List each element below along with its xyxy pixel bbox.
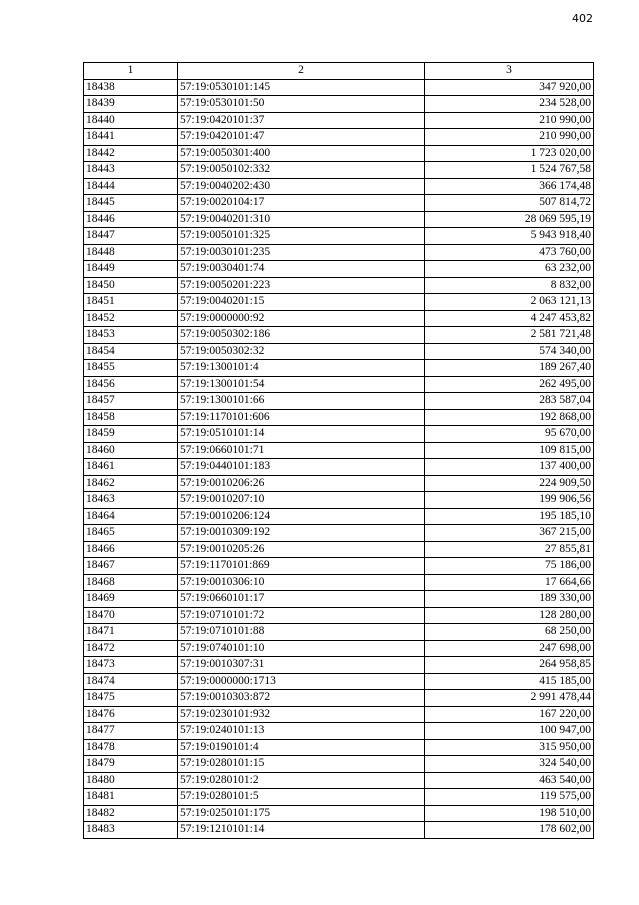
cadastral-value-cell: 100 947,00 [425, 723, 594, 740]
cadastral-value-cell: 17 664,66 [425, 574, 594, 591]
row-number-cell: 18449 [84, 261, 178, 278]
table-row [84, 607, 594, 624]
table-body [84, 79, 594, 838]
row-number-cell: 18450 [84, 277, 178, 294]
cadastral-number-cell: 57:19:0420101:37 [178, 112, 425, 129]
column-header-2: 2 [178, 63, 425, 80]
cadastral-value-cell: 2 063 121,13 [425, 294, 594, 311]
row-number-cell: 18443 [84, 162, 178, 179]
cadastral-value-cell: 1 723 020,00 [425, 145, 594, 162]
table-row [84, 294, 594, 311]
table-row [84, 195, 594, 212]
row-number-cell: 18442 [84, 145, 178, 162]
cadastral-number-cell: 57:19:0710101:88 [178, 624, 425, 641]
cadastral-number-cell: 57:19:1170101:869 [178, 558, 425, 575]
cadastral-number-cell: 57:19:0010303:872 [178, 690, 425, 707]
cadastral-number-cell: 57:19:1300101:66 [178, 393, 425, 410]
cadastral-value-cell: 463 540,00 [425, 772, 594, 789]
table-row [84, 640, 594, 657]
cadastral-number-cell: 57:19:0000000:92 [178, 310, 425, 327]
cadastral-number-cell: 57:19:0440101:183 [178, 459, 425, 476]
cadastral-number-cell: 57:19:0530101:145 [178, 79, 425, 96]
table-row [84, 178, 594, 195]
cadastral-number-cell: 57:19:0050201:223 [178, 277, 425, 294]
table-row [84, 772, 594, 789]
cadastral-number-cell: 57:19:0280101:15 [178, 756, 425, 773]
row-number-cell: 18480 [84, 772, 178, 789]
cadastral-number-cell: 57:19:0010307:31 [178, 657, 425, 674]
row-number-cell: 18482 [84, 805, 178, 822]
cadastral-number-cell: 57:19:0010205:26 [178, 541, 425, 558]
cadastral-value-cell: 473 760,00 [425, 244, 594, 261]
cadastral-number-cell: 57:19:0010309:192 [178, 525, 425, 542]
cadastral-number-cell: 57:19:0040201:15 [178, 294, 425, 311]
table-row [84, 162, 594, 179]
row-number-cell: 18447 [84, 228, 178, 245]
row-number-cell: 18452 [84, 310, 178, 327]
row-number-cell: 18477 [84, 723, 178, 740]
cadastral-value-cell: 8 832,00 [425, 277, 594, 294]
cadastral-number-cell: 57:19:0660101:71 [178, 442, 425, 459]
table-row [84, 624, 594, 641]
cadastral-value-cell: 367 215,00 [425, 525, 594, 542]
table-row [84, 244, 594, 261]
table-row [84, 723, 594, 740]
table-row [84, 492, 594, 509]
cadastral-value-cell: 75 186,00 [425, 558, 594, 575]
cadastral-value-cell: 5 943 918,40 [425, 228, 594, 245]
row-number-cell: 18458 [84, 409, 178, 426]
cadastral-number-cell: 57:19:0280101:5 [178, 789, 425, 806]
row-number-cell: 18461 [84, 459, 178, 476]
row-number-cell: 18457 [84, 393, 178, 410]
row-number-cell: 18448 [84, 244, 178, 261]
table-row [84, 508, 594, 525]
cadastral-value-cell: 234 528,00 [425, 96, 594, 113]
cadastral-value-cell: 27 855,81 [425, 541, 594, 558]
cadastral-value-cell: 189 267,40 [425, 360, 594, 377]
row-number-cell: 18474 [84, 673, 178, 690]
row-number-cell: 18459 [84, 426, 178, 443]
row-number-cell: 18438 [84, 79, 178, 96]
row-number-cell: 18463 [84, 492, 178, 509]
cadastral-number-cell: 57:19:1300101:54 [178, 376, 425, 393]
cadastral-value-cell: 4 247 453,82 [425, 310, 594, 327]
table-row [84, 96, 594, 113]
cadastral-value-cell: 199 906,56 [425, 492, 594, 509]
cadastral-number-cell: 57:19:0030101:235 [178, 244, 425, 261]
cadastral-value-cell: 95 670,00 [425, 426, 594, 443]
cadastral-value-cell: 347 920,00 [425, 79, 594, 96]
cadastral-number-cell: 57:19:0040202:430 [178, 178, 425, 195]
table-row [84, 310, 594, 327]
cadastral-value-cell: 119 575,00 [425, 789, 594, 806]
cadastral-value-cell: 315 950,00 [425, 739, 594, 756]
cadastral-value-cell: 324 540,00 [425, 756, 594, 773]
row-number-cell: 18471 [84, 624, 178, 641]
row-number-cell: 18465 [84, 525, 178, 542]
row-number-cell: 18455 [84, 360, 178, 377]
cadastral-number-cell: 57:19:0050101:325 [178, 228, 425, 245]
cadastral-value-cell: 68 250,00 [425, 624, 594, 641]
cadastral-value-cell: 2 991 478,44 [425, 690, 594, 707]
cadastral-number-cell: 57:19:1210101:14 [178, 822, 425, 839]
cadastral-number-cell: 57:19:0010306:10 [178, 574, 425, 591]
row-number-cell: 18454 [84, 343, 178, 360]
cadastral-value-cell: 167 220,00 [425, 706, 594, 723]
table-row [84, 112, 594, 129]
cadastral-number-cell: 57:19:0030401:74 [178, 261, 425, 278]
table-row [84, 657, 594, 674]
row-number-cell: 18475 [84, 690, 178, 707]
table-row [84, 558, 594, 575]
cadastral-number-cell: 57:19:0240101:13 [178, 723, 425, 740]
cadastral-value-cell: 2 581 721,48 [425, 327, 594, 344]
cadastral-value-cell: 574 340,00 [425, 343, 594, 360]
table-row [84, 805, 594, 822]
table-row [84, 739, 594, 756]
cadastral-value-cell: 210 990,00 [425, 112, 594, 129]
cadastral-value-cell: 109 815,00 [425, 442, 594, 459]
cadastral-value-cell: 189 330,00 [425, 591, 594, 608]
table-row [84, 574, 594, 591]
row-number-cell: 18479 [84, 756, 178, 773]
cadastral-number-cell: 57:19:0190101:4 [178, 739, 425, 756]
row-number-cell: 18483 [84, 822, 178, 839]
row-number-cell: 18440 [84, 112, 178, 129]
cadastral-value-cell: 262 495,00 [425, 376, 594, 393]
row-number-cell: 18478 [84, 739, 178, 756]
table-row [84, 277, 594, 294]
cadastral-value-cell: 210 990,00 [425, 129, 594, 146]
cadastral-number-cell: 57:19:0050302:32 [178, 343, 425, 360]
row-number-cell: 18460 [84, 442, 178, 459]
cadastral-value-cell: 415 185,00 [425, 673, 594, 690]
cadastral-number-cell: 57:19:0660101:17 [178, 591, 425, 608]
table-row [84, 145, 594, 162]
cadastral-value-cell: 507 814,72 [425, 195, 594, 212]
row-number-cell: 18472 [84, 640, 178, 657]
table-row [84, 822, 594, 839]
cadastral-value-cell: 1 524 767,58 [425, 162, 594, 179]
table-row [84, 426, 594, 443]
table-row [84, 673, 594, 690]
cadastral-value-cell: 224 909,50 [425, 475, 594, 492]
cadastral-value-table [83, 62, 594, 839]
table-row [84, 211, 594, 228]
row-number-cell: 18444 [84, 178, 178, 195]
cadastral-number-cell: 57:19:0420101:47 [178, 129, 425, 146]
table-row [84, 129, 594, 146]
cadastral-value-cell: 283 587,04 [425, 393, 594, 410]
row-number-cell: 18456 [84, 376, 178, 393]
cadastral-value-cell: 264 958,85 [425, 657, 594, 674]
cadastral-value-cell: 192 868,00 [425, 409, 594, 426]
row-number-cell: 18445 [84, 195, 178, 212]
table-row [84, 393, 594, 410]
cadastral-value-cell: 128 280,00 [425, 607, 594, 624]
cadastral-number-cell: 57:19:0280101:2 [178, 772, 425, 789]
row-number-cell: 18468 [84, 574, 178, 591]
row-number-cell: 18453 [84, 327, 178, 344]
table-row [84, 442, 594, 459]
cadastral-number-cell: 57:19:0050102:332 [178, 162, 425, 179]
table-row [84, 756, 594, 773]
cadastral-number-cell: 57:19:0040201:310 [178, 211, 425, 228]
table-header-row [84, 63, 594, 80]
cadastral-value-cell: 195 185,10 [425, 508, 594, 525]
cadastral-number-cell: 57:19:0010206:124 [178, 508, 425, 525]
table-row [84, 79, 594, 96]
cadastral-number-cell: 57:19:0510101:14 [178, 426, 425, 443]
row-number-cell: 18473 [84, 657, 178, 674]
row-number-cell: 18469 [84, 591, 178, 608]
cadastral-number-cell: 57:19:0010207:10 [178, 492, 425, 509]
cadastral-number-cell: 57:19:1300101:4 [178, 360, 425, 377]
cadastral-value-cell: 28 069 595,19 [425, 211, 594, 228]
cadastral-number-cell: 57:19:0230101:932 [178, 706, 425, 723]
table-row [84, 343, 594, 360]
row-number-cell: 18466 [84, 541, 178, 558]
table-row [84, 459, 594, 476]
column-header-3: 3 [425, 63, 594, 80]
table-row [84, 541, 594, 558]
row-number-cell: 18476 [84, 706, 178, 723]
cadastral-number-cell: 57:19:0530101:50 [178, 96, 425, 113]
cadastral-value-cell: 137 400,00 [425, 459, 594, 476]
cadastral-number-cell: 57:19:0020104:17 [178, 195, 425, 212]
row-number-cell: 18462 [84, 475, 178, 492]
table-row [84, 228, 594, 245]
table-row [84, 327, 594, 344]
table-row [84, 409, 594, 426]
cadastral-number-cell: 57:19:0010206:26 [178, 475, 425, 492]
cadastral-value-cell: 247 698,00 [425, 640, 594, 657]
page-number: 402 [572, 12, 593, 25]
row-number-cell: 18439 [84, 96, 178, 113]
cadastral-number-cell: 57:19:0050301:400 [178, 145, 425, 162]
cadastral-number-cell: 57:19:0050302:186 [178, 327, 425, 344]
cadastral-number-cell: 57:19:1170101:606 [178, 409, 425, 426]
cadastral-number-cell: 57:19:0710101:72 [178, 607, 425, 624]
cadastral-value-cell: 178 602,00 [425, 822, 594, 839]
table-row [84, 789, 594, 806]
table-row [84, 525, 594, 542]
table-row [84, 591, 594, 608]
row-number-cell: 18441 [84, 129, 178, 146]
row-number-cell: 18467 [84, 558, 178, 575]
cadastral-number-cell: 57:19:0000000:1713 [178, 673, 425, 690]
cadastral-value-cell: 366 174,48 [425, 178, 594, 195]
table-row [84, 475, 594, 492]
table-row [84, 261, 594, 278]
cadastral-number-cell: 57:19:0250101:175 [178, 805, 425, 822]
table-row [84, 376, 594, 393]
table-row [84, 360, 594, 377]
column-header-1: 1 [84, 63, 178, 80]
row-number-cell: 18451 [84, 294, 178, 311]
table-row [84, 706, 594, 723]
row-number-cell: 18481 [84, 789, 178, 806]
row-number-cell: 18464 [84, 508, 178, 525]
row-number-cell: 18470 [84, 607, 178, 624]
cadastral-value-cell: 63 232,00 [425, 261, 594, 278]
row-number-cell: 18446 [84, 211, 178, 228]
cadastral-number-cell: 57:19:0740101:10 [178, 640, 425, 657]
table-row [84, 690, 594, 707]
cadastral-value-cell: 198 510,00 [425, 805, 594, 822]
